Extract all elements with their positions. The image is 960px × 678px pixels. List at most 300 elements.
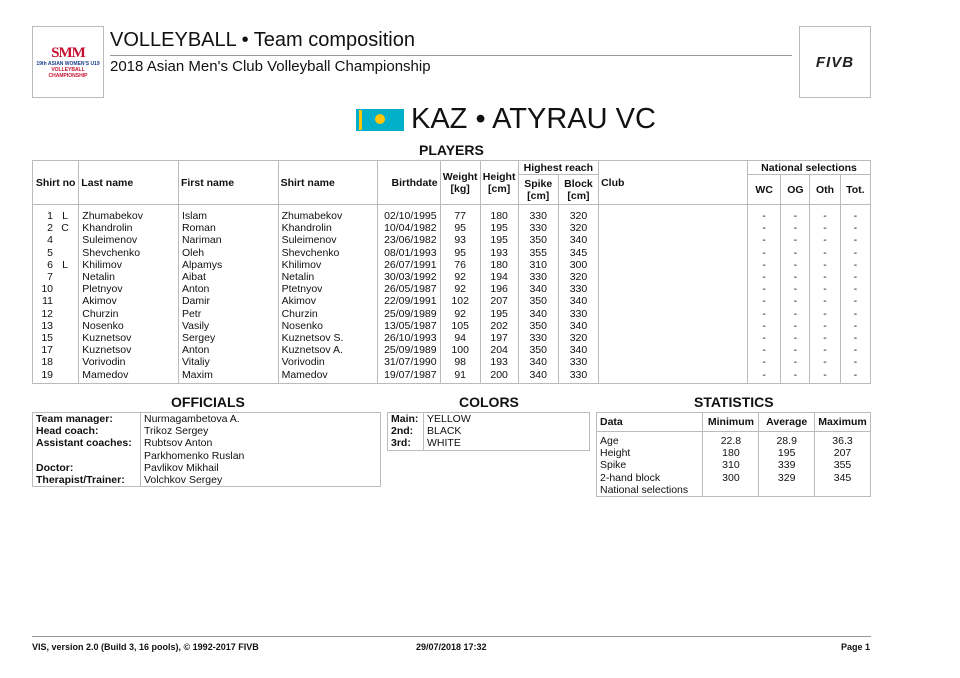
- col-national-selections: National selections: [748, 161, 871, 175]
- color-row: [388, 425, 590, 437]
- kazakhstan-flag-icon: [356, 109, 404, 131]
- color-label: 2nd:: [388, 425, 424, 437]
- og-cell: -: [781, 344, 810, 356]
- oth-cell: -: [810, 295, 840, 307]
- stats-col-avg: Average: [759, 413, 815, 432]
- official-row: [33, 437, 381, 449]
- oth-cell: -: [810, 234, 840, 246]
- colors-table-body: [388, 413, 590, 451]
- weight-cell: 91: [440, 369, 480, 384]
- wc-cell: -: [748, 205, 781, 223]
- logo-line-2: VOLLEYBALL CHAMPIONSHIP: [48, 66, 88, 79]
- stat-label: Spike: [597, 459, 703, 471]
- first-name-cell: Maxim: [178, 369, 278, 384]
- oth-cell: -: [810, 320, 840, 332]
- weight-cell: 95: [440, 247, 480, 259]
- birthdate-cell: 25/09/1989: [378, 344, 440, 356]
- block-cell: 330: [558, 283, 598, 295]
- first-name-cell: Aibat: [178, 271, 278, 283]
- block-cell: 340: [558, 320, 598, 332]
- tot-cell: -: [840, 295, 870, 307]
- players-table: [32, 160, 871, 384]
- oth-cell: -: [810, 356, 840, 368]
- officials-section-title: OFFICIALS: [171, 394, 245, 410]
- first-name-cell: Anton: [178, 283, 278, 295]
- height-cell: 195: [480, 308, 518, 320]
- height-cell: 193: [480, 247, 518, 259]
- wc-cell: -: [748, 295, 781, 307]
- official-role-label: Doctor:: [33, 462, 141, 474]
- official-role-label: [33, 450, 141, 462]
- shirt-number: 12: [41, 307, 53, 320]
- col-spike: Spike [cm]: [518, 175, 558, 205]
- official-row: [33, 462, 381, 474]
- footer-page: Page 1: [841, 642, 871, 652]
- officials-table-body: [33, 413, 381, 487]
- stat-max-cell: [815, 484, 871, 497]
- oth-cell: -: [810, 259, 840, 271]
- stat-max-cell: 207: [815, 447, 871, 459]
- stats-col-max: Maximum: [815, 413, 871, 432]
- last-name-cell: Khandrolin: [79, 222, 179, 234]
- last-name-cell: Mamedov: [79, 369, 179, 384]
- oth-cell: -: [810, 271, 840, 283]
- first-name-cell: Alpamys: [178, 259, 278, 271]
- spike-cell: 340: [518, 369, 558, 384]
- last-name-cell: Churzin: [79, 308, 179, 320]
- official-name: Trikoz Sergey: [144, 425, 209, 438]
- color-row: [388, 413, 590, 426]
- block-cell: 340: [558, 344, 598, 356]
- table-row: [33, 283, 871, 295]
- championship-logo: [32, 26, 104, 98]
- wc-cell: -: [748, 222, 781, 234]
- oth-cell: -: [810, 369, 840, 384]
- shirt-name-cell: Khilimov: [278, 259, 378, 271]
- club-cell: [599, 295, 748, 307]
- col-shirt-no: Shirt no: [33, 161, 79, 205]
- tot-cell: -: [840, 344, 870, 356]
- birthdate-cell: 26/05/1987: [378, 283, 440, 295]
- footer-datetime: 29/07/2018 17:32: [416, 642, 487, 652]
- tot-cell: -: [840, 356, 870, 368]
- player-role-badge: L: [62, 258, 68, 271]
- shirt-number: 10: [41, 283, 53, 296]
- col-og: OG: [781, 175, 810, 205]
- flag-sun: [375, 114, 385, 124]
- weight-cell: 93: [440, 234, 480, 246]
- height-cell: 194: [480, 271, 518, 283]
- shirt-no-cell: [33, 234, 79, 246]
- official-name: Rubtsov Anton: [144, 437, 213, 450]
- spike-cell: 350: [518, 295, 558, 307]
- height-cell: 193: [480, 356, 518, 368]
- shirt-name-cell: Ptetnyov: [278, 283, 378, 295]
- club-cell: [599, 247, 748, 259]
- club-cell: [599, 332, 748, 344]
- shirt-number: 19: [41, 368, 53, 381]
- last-name-cell: Zhumabekov: [79, 205, 179, 223]
- block-cell: 340: [558, 234, 598, 246]
- shirt-no-cell: [33, 283, 79, 295]
- weight-cell: 76: [440, 259, 480, 271]
- color-value: WHITE: [427, 437, 461, 450]
- stats-row: [597, 459, 871, 471]
- tot-cell: -: [840, 247, 870, 259]
- birthdate-cell: 30/03/1992: [378, 271, 440, 283]
- oth-cell: -: [810, 205, 840, 223]
- shirt-no-cell: [33, 271, 79, 283]
- shirt-name-cell: Kuznetsov S.: [278, 332, 378, 344]
- block-cell: 330: [558, 356, 598, 368]
- spike-cell: 330: [518, 205, 558, 223]
- stat-min-cell: 180: [703, 447, 759, 459]
- fivb-logo: FIVB: [799, 26, 871, 98]
- official-row: [33, 474, 381, 487]
- last-name-cell: Khilimov: [79, 259, 179, 271]
- shirt-number: 4: [47, 234, 53, 247]
- shirt-name-cell: Nosenko: [278, 320, 378, 332]
- color-value: BLACK: [427, 425, 462, 438]
- official-role-label: Team manager:: [33, 413, 141, 426]
- height-cell: 180: [480, 259, 518, 271]
- wc-cell: -: [748, 356, 781, 368]
- officials-table: [32, 412, 381, 487]
- table-row: [33, 205, 871, 223]
- spike-cell: 330: [518, 332, 558, 344]
- col-highest-reach: Highest reach: [518, 161, 599, 175]
- birthdate-cell: 26/10/1993: [378, 332, 440, 344]
- official-name: Nurmagambetova A.: [144, 413, 240, 425]
- tot-cell: -: [840, 234, 870, 246]
- col-tot: Tot.: [840, 175, 870, 205]
- shirt-number: 13: [41, 319, 53, 332]
- wc-cell: -: [748, 308, 781, 320]
- stat-label: National selections: [597, 484, 703, 497]
- stat-min-cell: 300: [703, 472, 759, 484]
- block-cell: 340: [558, 295, 598, 307]
- stat-min-cell: 310: [703, 459, 759, 471]
- shirt-number: 5: [47, 246, 53, 259]
- birthdate-cell: 26/07/1991: [378, 259, 440, 271]
- height-cell: 197: [480, 332, 518, 344]
- stat-min-cell: 22.8: [703, 432, 759, 448]
- shirt-no-cell: [33, 356, 79, 368]
- flag-ornament: [359, 110, 362, 130]
- spike-cell: 350: [518, 344, 558, 356]
- col-weight: Weight [kg]: [440, 161, 480, 205]
- weight-cell: 100: [440, 344, 480, 356]
- first-name-cell: Oleh: [178, 247, 278, 259]
- shirt-number: 7: [47, 271, 53, 284]
- first-name-cell: Sergey: [178, 332, 278, 344]
- oth-cell: -: [810, 332, 840, 344]
- height-cell: 204: [480, 344, 518, 356]
- block-cell: 300: [558, 259, 598, 271]
- tot-cell: -: [840, 369, 870, 384]
- shirt-no-cell: [33, 247, 79, 259]
- og-cell: -: [781, 283, 810, 295]
- club-cell: [599, 369, 748, 384]
- wc-cell: -: [748, 259, 781, 271]
- stats-row: [597, 432, 871, 448]
- block-cell: 320: [558, 205, 598, 223]
- official-name: Parkhomenko Ruslan: [144, 449, 245, 462]
- official-row: [33, 413, 381, 426]
- title-divider: [110, 55, 792, 56]
- stat-max-cell: 345: [815, 472, 871, 484]
- table-row: [33, 308, 871, 320]
- oth-cell: -: [810, 247, 840, 259]
- table-row: [33, 320, 871, 332]
- og-cell: -: [781, 308, 810, 320]
- tot-cell: -: [840, 205, 870, 223]
- spike-cell: 330: [518, 222, 558, 234]
- birthdate-cell: 25/09/1989: [378, 308, 440, 320]
- block-cell: 345: [558, 247, 598, 259]
- height-cell: 180: [480, 205, 518, 223]
- tot-cell: -: [840, 271, 870, 283]
- shirt-name-cell: Zhumabekov: [278, 205, 378, 223]
- tot-cell: -: [840, 308, 870, 320]
- footer-version: VIS, version 2.0 (Build 3, 16 pools), © 1992-2017 FIVB: [32, 642, 259, 652]
- statistics-section-title: STATISTICS: [694, 394, 774, 410]
- birthdate-cell: 02/10/1995: [378, 205, 440, 223]
- shirt-no-cell: [33, 222, 79, 234]
- weight-cell: 105: [440, 320, 480, 332]
- col-shirt-name: Shirt name: [278, 161, 378, 205]
- stat-avg-cell: 28.9: [759, 432, 815, 448]
- club-cell: [599, 344, 748, 356]
- first-name-cell: Damir: [178, 295, 278, 307]
- spike-cell: 330: [518, 271, 558, 283]
- team-name: KAZ • ATYRAU VC: [411, 103, 656, 135]
- official-name: Pavlikov Mikhail: [144, 461, 219, 474]
- birthdate-cell: 31/07/1990: [378, 356, 440, 368]
- stat-label: 2-hand block: [597, 472, 703, 484]
- first-name-cell: Vitaliy: [178, 356, 278, 368]
- shirt-no-cell: [33, 205, 79, 223]
- table-row: [33, 247, 871, 259]
- shirt-number: 15: [41, 332, 53, 345]
- col-club: Club: [599, 161, 748, 205]
- stat-avg-cell: 329: [759, 472, 815, 484]
- og-cell: -: [781, 356, 810, 368]
- first-name-cell: Petr: [178, 308, 278, 320]
- table-row: [33, 356, 871, 368]
- col-wc: WC: [748, 175, 781, 205]
- shirt-number: 2: [47, 222, 53, 235]
- shirt-name-cell: Khandrolin: [278, 222, 378, 234]
- table-row: [33, 222, 871, 234]
- shirt-no-cell: [33, 295, 79, 307]
- first-name-cell: Nariman: [178, 234, 278, 246]
- spike-cell: 340: [518, 308, 558, 320]
- shirt-number: 18: [41, 356, 53, 369]
- height-cell: 195: [480, 222, 518, 234]
- shirt-name-cell: Netalin: [278, 271, 378, 283]
- first-name-cell: Islam: [178, 205, 278, 223]
- height-cell: 202: [480, 320, 518, 332]
- spike-cell: 355: [518, 247, 558, 259]
- col-last-name: Last name: [79, 161, 179, 205]
- official-row: [33, 425, 381, 437]
- og-cell: -: [781, 369, 810, 384]
- wc-cell: -: [748, 247, 781, 259]
- stats-row: [597, 447, 871, 459]
- oth-cell: -: [810, 308, 840, 320]
- color-label: Main:: [388, 413, 424, 426]
- club-cell: [599, 308, 748, 320]
- shirt-no-cell: [33, 344, 79, 356]
- table-row: [33, 295, 871, 307]
- official-name: Volchkov Sergey: [144, 474, 223, 487]
- first-name-cell: Anton: [178, 344, 278, 356]
- shirt-name-cell: Suleimenov: [278, 234, 378, 246]
- spike-cell: 340: [518, 283, 558, 295]
- official-row: [33, 450, 381, 462]
- stat-avg-cell: 195: [759, 447, 815, 459]
- oth-cell: -: [810, 222, 840, 234]
- table-row: [33, 369, 871, 384]
- logo-line-1: 19th ASIAN WOMEN'S U19: [36, 60, 100, 67]
- spike-cell: 350: [518, 234, 558, 246]
- table-row: [33, 332, 871, 344]
- weight-cell: 77: [440, 205, 480, 223]
- official-role-label: Assistant coaches:: [33, 437, 141, 449]
- tot-cell: -: [840, 283, 870, 295]
- shirt-no-cell: [33, 259, 79, 271]
- weight-cell: 92: [440, 283, 480, 295]
- color-value: YELLOW: [427, 413, 471, 425]
- official-role-label: Head coach:: [33, 425, 141, 437]
- club-cell: [599, 320, 748, 332]
- shirt-no-cell: [33, 332, 79, 344]
- color-label: 3rd:: [388, 437, 424, 450]
- tot-cell: -: [840, 332, 870, 344]
- shirt-name-cell: Vorivodin: [278, 356, 378, 368]
- colors-table: [387, 412, 590, 451]
- table-row: [33, 259, 871, 271]
- footer-divider: [32, 636, 871, 637]
- tot-cell: -: [840, 320, 870, 332]
- last-name-cell: Suleimenov: [79, 234, 179, 246]
- height-cell: 207: [480, 295, 518, 307]
- stat-max-cell: 36.3: [815, 432, 871, 448]
- players-section-title: PLAYERS: [419, 142, 484, 158]
- weight-cell: 94: [440, 332, 480, 344]
- stats-row: [597, 484, 871, 497]
- og-cell: -: [781, 247, 810, 259]
- birthdate-cell: 19/07/1987: [378, 369, 440, 384]
- shirt-name-cell: Mamedov: [278, 369, 378, 384]
- height-cell: 200: [480, 369, 518, 384]
- birthdate-cell: 13/05/1987: [378, 320, 440, 332]
- block-cell: 330: [558, 369, 598, 384]
- last-name-cell: Pletnyov: [79, 283, 179, 295]
- birthdate-cell: 10/04/1982: [378, 222, 440, 234]
- last-name-cell: Shevchenko: [79, 247, 179, 259]
- stat-avg-cell: [759, 484, 815, 497]
- last-name-cell: Vorivodin: [79, 356, 179, 368]
- table-row: [33, 344, 871, 356]
- birthdate-cell: 23/06/1982: [378, 234, 440, 246]
- shirt-no-cell: [33, 369, 79, 384]
- col-birthdate: Birthdate: [378, 161, 440, 205]
- first-name-cell: Roman: [178, 222, 278, 234]
- wc-cell: -: [748, 369, 781, 384]
- tot-cell: -: [840, 222, 870, 234]
- stat-avg-cell: 339: [759, 459, 815, 471]
- first-name-cell: Vasily: [178, 320, 278, 332]
- og-cell: -: [781, 234, 810, 246]
- club-cell: [599, 283, 748, 295]
- block-cell: 330: [558, 308, 598, 320]
- og-cell: -: [781, 259, 810, 271]
- shirt-number: 11: [42, 295, 53, 308]
- shirt-number: 17: [41, 344, 53, 357]
- stat-min-cell: [703, 484, 759, 497]
- last-name-cell: Netalin: [79, 271, 179, 283]
- col-first-name: First name: [178, 161, 278, 205]
- table-row: [33, 234, 871, 246]
- shirt-number: 6: [47, 258, 53, 271]
- spike-cell: 340: [518, 356, 558, 368]
- stats-row: [597, 472, 871, 484]
- players-table-body: [33, 205, 871, 384]
- color-row: [388, 437, 590, 450]
- table-row: [33, 271, 871, 283]
- og-cell: -: [781, 295, 810, 307]
- club-cell: [599, 205, 748, 223]
- wc-cell: -: [748, 344, 781, 356]
- weight-cell: 95: [440, 222, 480, 234]
- last-name-cell: Kuznetsov: [79, 332, 179, 344]
- wc-cell: -: [748, 283, 781, 295]
- og-cell: -: [781, 332, 810, 344]
- shirt-name-cell: Shevchenko: [278, 247, 378, 259]
- weight-cell: 92: [440, 271, 480, 283]
- weight-cell: 102: [440, 295, 480, 307]
- weight-cell: 92: [440, 308, 480, 320]
- last-name-cell: Akimov: [79, 295, 179, 307]
- club-cell: [599, 271, 748, 283]
- birthdate-cell: 08/01/1993: [378, 247, 440, 259]
- og-cell: -: [781, 271, 810, 283]
- stats-col-min: Minimum: [703, 413, 759, 432]
- page-subtitle: 2018 Asian Men's Club Volleyball Championship: [110, 58, 431, 75]
- shirt-number: 1: [47, 210, 53, 222]
- club-cell: [599, 356, 748, 368]
- tot-cell: -: [840, 259, 870, 271]
- shirt-name-cell: Akimov: [278, 295, 378, 307]
- wc-cell: -: [748, 332, 781, 344]
- height-cell: 195: [480, 234, 518, 246]
- shirt-no-cell: [33, 308, 79, 320]
- block-cell: 320: [558, 271, 598, 283]
- official-role-label: Therapist/Trainer:: [33, 474, 141, 487]
- statistics-table: [596, 412, 871, 497]
- height-cell: 196: [480, 283, 518, 295]
- statistics-table-body: [597, 432, 871, 497]
- block-cell: 320: [558, 332, 598, 344]
- page-title: VOLLEYBALL • Team composition: [110, 29, 415, 51]
- shirt-no-cell: [33, 320, 79, 332]
- club-cell: [599, 222, 748, 234]
- shirt-name-cell: Kuznetsov A.: [278, 344, 378, 356]
- logo-smm-text: SMM: [51, 44, 85, 61]
- og-cell: -: [781, 222, 810, 234]
